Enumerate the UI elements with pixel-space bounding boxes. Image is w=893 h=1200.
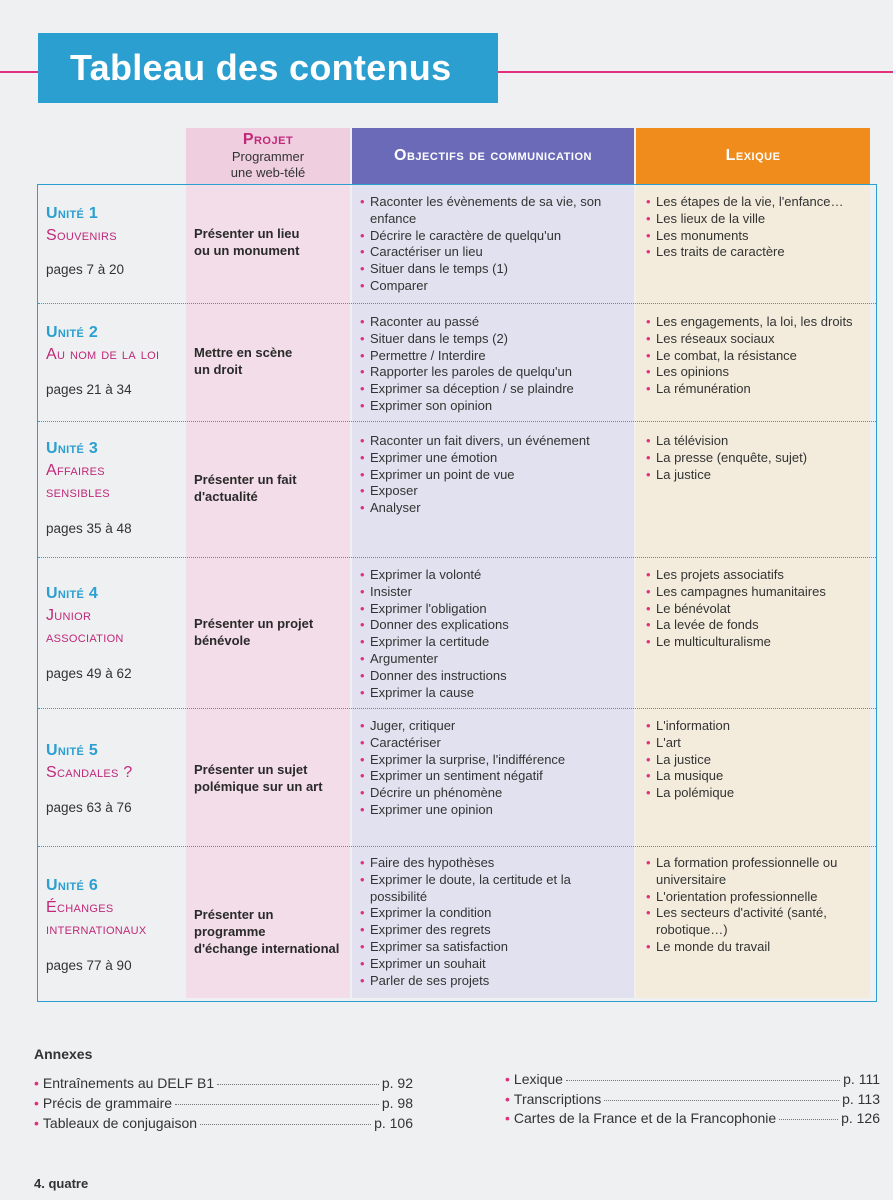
- leader-dots: [566, 1079, 840, 1081]
- objectif-item: • Exprimer une opinion: [360, 802, 628, 819]
- unit-6-objectifs: [360, 855, 628, 989]
- unit-5-pages: pages 63 à 76: [46, 800, 132, 815]
- unit-2-name: Unité 2: [46, 324, 99, 341]
- leader-dots: [200, 1123, 371, 1125]
- lexique-item: • Les campagnes humanitaires: [646, 584, 868, 601]
- objectifs-header: Objectifs de communication: [352, 128, 634, 184]
- lexique-item: • La télévision: [646, 433, 868, 450]
- projet-line: Présenter un programme: [194, 907, 274, 939]
- annex-item[interactable]: [34, 1115, 413, 1131]
- unit-4-title-line-1: Junior: [46, 607, 92, 624]
- unit-4-pages: pages 49 à 62: [46, 666, 132, 681]
- annex-item[interactable]: [505, 1091, 880, 1107]
- unit-6-name: Unité 6: [46, 877, 99, 894]
- unit-5-lexique: [646, 718, 868, 802]
- annex-item[interactable]: [505, 1071, 880, 1087]
- annex-page: p. 126: [841, 1110, 880, 1126]
- objectif-item: • Raconter un fait divers, un événement: [360, 433, 628, 450]
- projet-line: Présenter un sujet: [194, 762, 308, 777]
- bullet: •: [505, 1071, 510, 1087]
- unit-5-projet: [194, 761, 344, 795]
- objectif-item: • Décrire le caractère de quelqu'un: [360, 228, 628, 245]
- objectif-item: • Insister: [360, 584, 628, 601]
- projet-line: d'échange international: [194, 941, 340, 956]
- lexique-item: • Les opinions: [646, 364, 868, 381]
- row-divider: [38, 557, 876, 558]
- unit-6-lexique: [646, 855, 868, 956]
- projet-header-sub-2: une web-télé: [230, 165, 306, 180]
- annex-label: Entraînements au DELF B1: [42, 1075, 215, 1091]
- lexique-header: Lexique: [636, 128, 870, 184]
- unit-4-title-line-2: association: [46, 629, 124, 646]
- lexique-item: • La justice: [646, 467, 868, 484]
- objectif-item: • Comparer: [360, 278, 628, 295]
- bullet: •: [505, 1110, 510, 1126]
- lexique-item: • La levée de fonds: [646, 617, 868, 634]
- unit-1-pages: pages 7 à 20: [46, 262, 125, 277]
- lexique-item: • Le monde du travail: [646, 939, 868, 956]
- lexique-item: • La polémique: [646, 785, 868, 802]
- projet-line: bénévole: [194, 633, 251, 648]
- unit-6-title-line-2: internationaux: [46, 921, 147, 938]
- unit-4-objectifs: [360, 567, 628, 701]
- objectif-item: • Donner des explications: [360, 617, 628, 634]
- objectif-item: • Exprimer la cause: [360, 685, 628, 702]
- unit-6-title-line-1: Échanges: [46, 899, 114, 916]
- annex-page: p. 113: [842, 1091, 880, 1107]
- objectif-item: • Exprimer sa déception / se plaindre: [360, 381, 628, 398]
- unit-6-projet: [194, 906, 344, 957]
- unit-5-name: Unité 5: [46, 742, 99, 759]
- projet-line: Mettre en scène: [194, 345, 293, 360]
- annex-label: Lexique: [513, 1071, 563, 1087]
- lexique-item: • Le bénévolat: [646, 601, 868, 618]
- lexique-item: • Le combat, la résistance: [646, 348, 868, 365]
- unit-4-projet: [194, 615, 344, 649]
- annex-page: p. 92: [381, 1075, 413, 1091]
- lexique-item: • Les réseaux sociaux: [646, 331, 868, 348]
- objectif-item: • Exprimer son opinion: [360, 398, 628, 415]
- unit-3-lexique: [646, 433, 868, 483]
- objectif-item: • Exprimer un souhait: [360, 956, 628, 973]
- unit-1-title: Souvenirs: [46, 227, 117, 244]
- unit-1-objectifs: [360, 194, 628, 295]
- unit-3-projet: [194, 471, 344, 505]
- objectif-item: • Exprimer le doute, la certitude et la possibilité: [360, 872, 628, 906]
- lexique-item: • Les traits de caractère: [646, 244, 868, 261]
- objectif-item: • Situer dans le temps (1): [360, 261, 628, 278]
- projet-line: ou un monument: [194, 243, 300, 258]
- objectif-item: • Exprimer un point de vue: [360, 467, 628, 484]
- objectif-item: • Rapporter les paroles de quelqu'un: [360, 364, 628, 381]
- row-divider: [38, 421, 876, 422]
- unit-5-title: Scandales ?: [46, 764, 133, 781]
- lexique-item: • Les engagements, la loi, les droits: [646, 314, 868, 331]
- lexique-item: • L'information: [646, 718, 868, 735]
- lexique-item: • Les monuments: [646, 228, 868, 245]
- bullet: •: [34, 1095, 39, 1111]
- bullet: •: [505, 1091, 510, 1107]
- annex-label: Transcriptions: [513, 1091, 602, 1107]
- row-divider: [38, 846, 876, 847]
- annex-label: Tableaux de conjugaison: [42, 1115, 198, 1131]
- bullet: •: [34, 1075, 39, 1091]
- objectif-item: • Caractériser: [360, 735, 628, 752]
- annex-label: Cartes de la France et de la Francophonie: [513, 1110, 777, 1126]
- unit-1-projet: [194, 225, 344, 259]
- unit-3-title-line-2: sensibles: [46, 484, 110, 501]
- objectif-item: • Exprimer la certitude: [360, 634, 628, 651]
- objectif-item: • Faire des hypothèses: [360, 855, 628, 872]
- objectif-item: • Raconter au passé: [360, 314, 628, 331]
- projet-line: Présenter un lieu: [194, 226, 300, 241]
- annex-page: p. 111: [843, 1071, 880, 1087]
- lexique-item: • Le multiculturalisme: [646, 634, 868, 651]
- unit-4-lexique: [646, 567, 868, 651]
- unit-1-name: Unité 1: [46, 205, 99, 222]
- objectif-item: • Donner des instructions: [360, 668, 628, 685]
- lexique-item: • L'orientation professionnelle: [646, 889, 868, 906]
- objectif-item: • Décrire un phénomène: [360, 785, 628, 802]
- objectif-item: • Exprimer un sentiment négatif: [360, 768, 628, 785]
- bullet: •: [34, 1115, 39, 1131]
- unit-6-pages: pages 77 à 90: [46, 958, 132, 973]
- lexique-item: • L'art: [646, 735, 868, 752]
- objectif-item: • Parler de ses projets: [360, 973, 628, 990]
- annex-page: p. 106: [374, 1115, 413, 1131]
- annex-item[interactable]: [34, 1075, 413, 1091]
- annex-page: p. 98: [381, 1095, 413, 1111]
- projet-header: [186, 128, 350, 184]
- objectif-item: • Permettre / Interdire: [360, 348, 628, 365]
- row-divider: [38, 303, 876, 304]
- unit-5-objectifs: [360, 718, 628, 819]
- leader-dots: [217, 1083, 379, 1085]
- lexique-item: • La rémunération: [646, 381, 868, 398]
- unit-2-objectifs: [360, 314, 628, 415]
- projet-header-title: Projet: [242, 131, 294, 148]
- objectif-item: • Analyser: [360, 500, 628, 517]
- lexique-item: • La formation professionnelle ou universitaire: [646, 855, 868, 889]
- objectif-item: • Exprimer la surprise, l'indifférence: [360, 752, 628, 769]
- annex-label: Précis de grammaire: [42, 1095, 173, 1111]
- objectif-item: • Juger, critiquer: [360, 718, 628, 735]
- objectif-item: • Exprimer des regrets: [360, 922, 628, 939]
- objectif-item: • Situer dans le temps (2): [360, 331, 628, 348]
- lexique-item: • Les projets associatifs: [646, 567, 868, 584]
- projet-line: d'actualité: [194, 489, 258, 504]
- projet-line: un droit: [194, 362, 243, 377]
- lexique-item: • Les lieux de la ville: [646, 211, 868, 228]
- projet-header-sub-1: Programmer: [231, 149, 305, 164]
- lexique-item: • Les secteurs d'activité (santé, robotique…): [646, 905, 868, 939]
- annex-item[interactable]: [34, 1095, 413, 1111]
- unit-3-pages: pages 35 à 48: [46, 521, 132, 536]
- leader-dots: [779, 1118, 838, 1120]
- objectif-item: • Caractériser un lieu: [360, 244, 628, 261]
- projet-line: polémique sur un art: [194, 779, 323, 794]
- unit-3-title-line-1: Affaires: [46, 462, 105, 479]
- unit-2-projet: [194, 344, 344, 378]
- unit-3-name: Unité 3: [46, 440, 99, 457]
- unit-2-lexique: [646, 314, 868, 398]
- objectif-item: • Exprimer la volonté: [360, 567, 628, 584]
- objectif-item: • Exprimer sa satisfaction: [360, 939, 628, 956]
- projet-line: Présenter un projet: [194, 616, 314, 631]
- projet-line: Présenter un fait: [194, 472, 297, 487]
- leader-dots: [604, 1099, 839, 1101]
- objectif-item: • Argumenter: [360, 651, 628, 668]
- annex-item[interactable]: [505, 1110, 880, 1126]
- objectif-item: • Exprimer la condition: [360, 905, 628, 922]
- leader-dots: [175, 1103, 379, 1105]
- row-divider: [38, 708, 876, 709]
- objectif-item: • Exposer: [360, 483, 628, 500]
- unit-2-title: Au nom de la loi: [46, 346, 160, 363]
- annexes-title: Annexes: [34, 1046, 93, 1062]
- lexique-item: • La musique: [646, 768, 868, 785]
- page-title: Tableau des contenus: [38, 33, 498, 103]
- unit-3-objectifs: [360, 433, 628, 517]
- unit-2-pages: pages 21 à 34: [46, 382, 132, 397]
- lexique-item: • Les étapes de la vie, l'enfance…: [646, 194, 868, 211]
- objectif-item: • Exprimer l'obligation: [360, 601, 628, 618]
- lexique-item: • La presse (enquête, sujet): [646, 450, 868, 467]
- unit-4-name: Unité 4: [46, 585, 99, 602]
- lexique-item: • La justice: [646, 752, 868, 769]
- page-number: 4. quatre: [34, 1176, 89, 1191]
- objectif-item: • Exprimer une émotion: [360, 450, 628, 467]
- objectif-item: • Raconter les évènements de sa vie, son enfance: [360, 194, 628, 228]
- unit-1-lexique: [646, 194, 868, 261]
